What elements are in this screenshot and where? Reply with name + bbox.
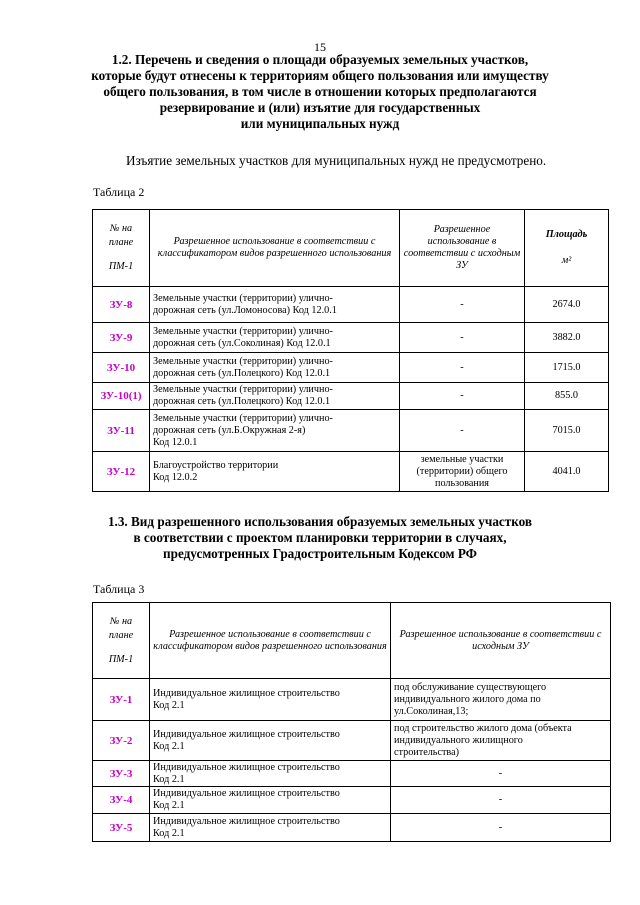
usage-cell [150, 787, 391, 814]
table-row [93, 721, 611, 761]
cell-line: - [498, 794, 503, 805]
cell-line: Индивидуальное жилищное строительство [153, 687, 340, 699]
header-usage: Разрешенное использование в соответствии с классификатором видов разрешенного использования [150, 603, 391, 679]
withdrawal-note: Изъятие земельных участков для муниципальных нужд не предусмотрено. [126, 153, 547, 168]
original-usage-cell [400, 287, 525, 323]
usage-cell [150, 452, 400, 492]
area-cell: 4041.0 [525, 452, 609, 492]
cell-line: дорожная сеть (ул.Б.Окружная 2-я) [153, 424, 306, 436]
cell-line: Код 12.0.2 [153, 471, 198, 483]
table-row [93, 452, 609, 492]
title-line: которые будут отнесены к территориям общего пользования или имуществу [91, 68, 549, 83]
title-line: 1.3. Вид разрешенного использования образуемых земельных участков [107, 514, 533, 529]
table-2 [92, 209, 609, 492]
cell-line: дорожная сеть (ул.Полецкого) Код 12.0.1 [153, 367, 331, 379]
original-usage-cell [391, 721, 611, 761]
original-usage-cell [400, 353, 525, 383]
usage-cell [150, 814, 391, 842]
cell-line: Земельные участки (территории) улично- [153, 325, 333, 337]
cell-line: пользования [435, 477, 489, 489]
plot-code: ЗУ-11 [93, 410, 150, 452]
title-line: общего пользования, в том числе в отношении которых предполагаются [103, 84, 537, 99]
table-row [93, 410, 609, 452]
cell-line: Земельные участки (территории) улично- [153, 384, 333, 395]
plot-code: ЗУ-8 [93, 287, 150, 323]
original-usage-cell [400, 323, 525, 353]
cell-line: Код 2.1 [153, 800, 185, 811]
cell-line: Код 2.1 [153, 827, 185, 839]
table-row [93, 383, 609, 410]
original-usage-cell [400, 410, 525, 452]
table-row [93, 787, 611, 814]
cell-line: земельные участки [420, 453, 504, 465]
plot-code: ЗУ-9 [93, 323, 150, 353]
plot-code: ЗУ-3 [93, 761, 150, 787]
cell-line: Земельные участки (территории) улично- [153, 355, 333, 367]
title-line: предусмотренных Градостроительным Кодексом РФ [163, 546, 477, 561]
cell-line: Код 2.1 [153, 699, 185, 711]
cell-line: строительства) [394, 746, 460, 758]
table-row [93, 353, 609, 383]
header-plan-number: № на плане ПМ-1 [93, 210, 150, 287]
title-line: или муниципальных нужд [240, 116, 400, 131]
plot-code: ЗУ-2 [93, 721, 150, 761]
header-usage: Разрешенное использование в соответствии с классификатором видов разрешенного использования [150, 210, 400, 287]
cell-line: под строительство жилого дома (объекта [394, 722, 572, 734]
area-cell: 855.0 [525, 383, 609, 410]
cell-line: ул.Соколиная,13; [394, 705, 469, 717]
table-2-caption: Таблица 2 [93, 185, 145, 199]
table-row [93, 287, 609, 323]
cell-line: Индивидуальное жилищное строительство [153, 761, 340, 773]
cell-line: индивидуального жилищного [394, 734, 523, 746]
cell-line: Код 12.0.1 [153, 436, 198, 448]
area-cell: 3882.0 [525, 323, 609, 353]
table-3-caption: Таблица 3 [93, 582, 145, 596]
cell-line: дорожная сеть (ул.Полецкого) Код 12.0.1 [153, 396, 331, 407]
title-line: 1.2. Перечень и сведения о площади образуемых земельных участков, [111, 52, 529, 67]
plot-code: ЗУ-1 [93, 679, 150, 721]
usage-cell [150, 323, 400, 353]
title-line: в соответствии с проектом планировки территории в случаях, [133, 530, 507, 545]
original-usage-cell [391, 814, 611, 842]
header-original-usage: Разрешенное использование в соответствии с исходным ЗУ [400, 210, 525, 287]
table-header-row [93, 603, 611, 679]
usage-cell [150, 353, 400, 383]
table-3-body [93, 679, 611, 842]
header-original-usage: Разрешенное использование в соответствии с исходным ЗУ [391, 603, 611, 679]
original-usage-cell [400, 452, 525, 492]
page-number: 15 [314, 40, 326, 54]
cell-line: - [460, 390, 464, 401]
cell-line: Индивидуальное жилищное строительство [153, 788, 340, 799]
cell-line: Земельные участки (территории) улично- [153, 412, 333, 424]
plot-code: ЗУ-4 [93, 787, 150, 814]
table-row [93, 761, 611, 787]
cell-line: Код 2.1 [153, 773, 185, 785]
usage-cell [150, 383, 400, 410]
cell-line: под обслуживание существующего [394, 681, 547, 693]
original-usage-cell [391, 787, 611, 814]
header-area: Площадь м² [525, 210, 609, 287]
cell-line: (территории) общего [416, 465, 508, 477]
cell-line: - [498, 767, 503, 779]
table-header-row [93, 210, 609, 287]
title-line: резервирование и (или) изъятие для государственных [159, 100, 481, 115]
plot-code: ЗУ-5 [93, 814, 150, 842]
cell-line: - [460, 424, 464, 436]
cell-line: - [460, 298, 464, 310]
table-row [93, 679, 611, 721]
original-usage-cell [391, 761, 611, 787]
cell-line: - [460, 331, 464, 343]
table-3 [92, 602, 611, 842]
usage-cell [150, 761, 391, 787]
plot-code: ЗУ-10(1) [93, 383, 150, 410]
table-2-body [93, 287, 609, 492]
usage-cell [150, 679, 391, 721]
usage-cell [150, 721, 391, 761]
original-usage-cell [400, 383, 525, 410]
section-1-2-title [60, 52, 580, 132]
plot-code: ЗУ-12 [93, 452, 150, 492]
usage-cell [150, 287, 400, 323]
cell-line: Индивидуальное жилищное строительство [153, 815, 340, 827]
cell-line: Благоустройство территории [153, 459, 279, 471]
cell-line: дорожная сеть (ул.Ломоносова) Код 12.0.1 [153, 304, 337, 316]
cell-line: - [460, 361, 464, 373]
original-usage-cell [391, 679, 611, 721]
usage-cell [150, 410, 400, 452]
cell-line: Земельные участки (территории) улично- [153, 292, 333, 304]
section-1-3-title [60, 514, 580, 562]
cell-line: Индивидуальное жилищное строительство [153, 728, 340, 740]
area-cell: 2674.0 [525, 287, 609, 323]
cell-line: Код 2.1 [153, 740, 185, 752]
table-row [93, 323, 609, 353]
header-plan-number: № на плане ПМ-1 [93, 603, 150, 679]
cell-line: индивидуального жилого дома по [394, 693, 541, 705]
plot-code: ЗУ-10 [93, 353, 150, 383]
area-cell: 7015.0 [525, 410, 609, 452]
cell-line: - [498, 821, 503, 833]
cell-line: дорожная сеть (ул.Соколиная) Код 12.0.1 [153, 337, 331, 349]
table-row [93, 814, 611, 842]
area-cell: 1715.0 [525, 353, 609, 383]
